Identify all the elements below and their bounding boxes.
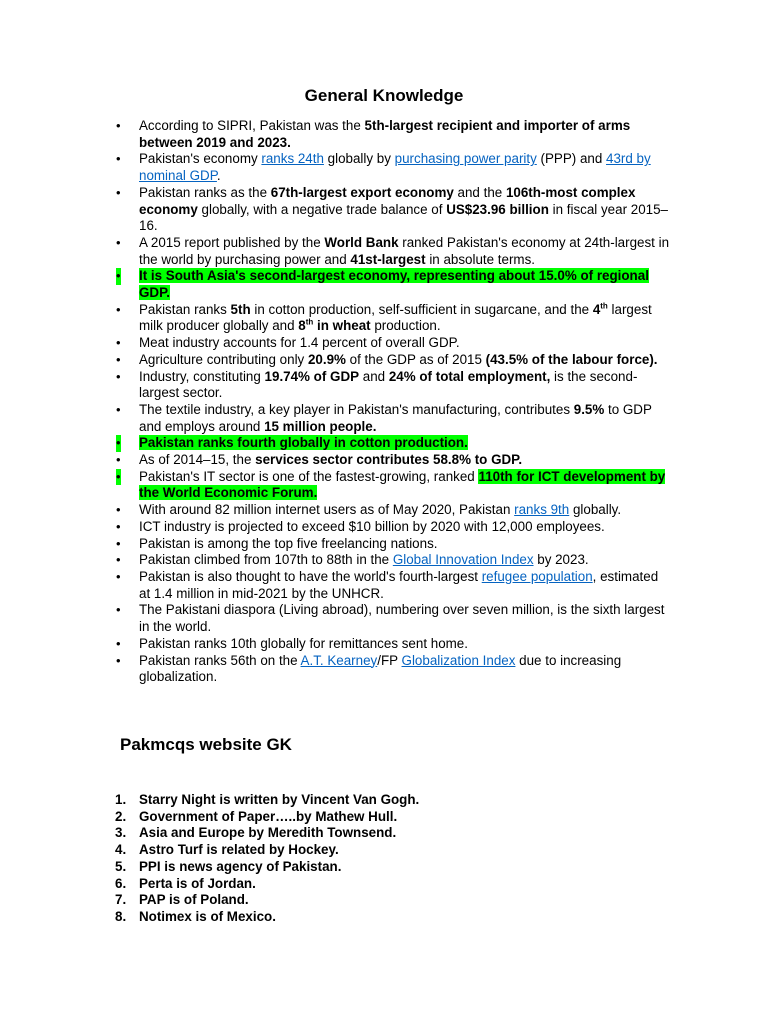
- text-run: With around 82 million internet users as of May 2020, Pakistan: [139, 502, 515, 518]
- bullet-marker: •: [116, 602, 121, 618]
- item-number: 4.: [115, 842, 127, 858]
- list-item: [116, 184, 671, 235]
- list-item: [116, 351, 671, 369]
- bullet-marker: •: [116, 351, 121, 367]
- list-item: [116, 335, 671, 352]
- list-item: [116, 602, 671, 635]
- inline-link[interactable]: refugee population: [481, 568, 593, 584]
- item-number: 5.: [115, 858, 127, 874]
- text-run: and: [359, 368, 389, 384]
- numbered-list: [0, 792, 768, 926]
- numbered-item: [115, 808, 768, 826]
- text-run: A 2015 report published by the: [139, 234, 325, 250]
- text-run: services sector contributes 58.8% to GDP.: [255, 452, 523, 468]
- item-number: 2.: [115, 808, 127, 824]
- list-item-text: [139, 302, 652, 334]
- list-item: [116, 535, 671, 553]
- bullet-marker: •: [116, 335, 121, 351]
- list-item-text: [139, 402, 652, 434]
- page-title: General Knowledge: [304, 86, 464, 105]
- text-run: As of 2014–15, the: [139, 452, 256, 468]
- list-item-text: [139, 335, 460, 350]
- list-item: [116, 435, 671, 452]
- list-item-text: [139, 185, 668, 233]
- text-run: Pakistan ranks as the: [139, 184, 271, 200]
- bullet-marker: •: [116, 568, 121, 584]
- text-run: 24% of total employment,: [388, 368, 551, 384]
- list-item-text: [139, 519, 605, 534]
- section-heading: Pakmcqs website GK: [120, 735, 292, 754]
- text-run: Pakistan's economy: [139, 151, 262, 167]
- list-item-text: [139, 268, 649, 300]
- text-run: in wheat: [313, 318, 371, 334]
- list-item-text: [139, 435, 468, 450]
- text-run: Industry, constituting: [139, 368, 265, 384]
- text-run: Pakistan ranks 10th globally for remittances sent home.: [139, 635, 468, 651]
- list-item: [116, 635, 671, 653]
- list-item-text: [139, 151, 651, 183]
- text-run: globally by: [323, 151, 395, 167]
- numbered-item: [115, 858, 768, 876]
- text-run: 8: [298, 318, 306, 334]
- list-item-text: [139, 452, 522, 467]
- text-run: US$23.96 billion: [446, 201, 549, 217]
- text-run: Agriculture contributing only: [139, 351, 308, 367]
- text-run: Pakistan is also thought to have the world's fourth-largest: [139, 568, 482, 584]
- text-run: .: [216, 168, 221, 184]
- item-text: Government of Paper…..by Mathew Hull.: [139, 808, 398, 824]
- text-run: 19.74% of GDP: [264, 368, 360, 384]
- text-run: in cotton production, self-sufficient in sugarcane, and the: [250, 301, 593, 317]
- item-number: 3.: [115, 825, 127, 841]
- text-run: It is South Asia's second-largest economy, representing about 15.0% of regional GDP.: [139, 268, 649, 301]
- bullet-marker: •: [116, 268, 121, 284]
- list-item-text: [139, 636, 468, 651]
- item-text: Asia and Europe by Meredith Townsend.: [139, 825, 397, 841]
- text-run: According to SIPRI, Pakistan was the: [139, 118, 365, 133]
- bullet-marker: •: [116, 151, 121, 167]
- text-run: th: [600, 301, 608, 311]
- list-item: [116, 652, 671, 686]
- text-run: of the GDP as of 2015: [345, 351, 486, 367]
- list-item: [116, 502, 671, 519]
- bullet-marker: •: [116, 518, 121, 534]
- text-run: 5th-largest recipient and importer of arms between 2019 and 2023.: [139, 118, 631, 150]
- list-item: [116, 234, 671, 268]
- text-run: th: [305, 317, 314, 327]
- text-run: 106th-most complex economy: [139, 184, 636, 217]
- text-run: 20.9%: [307, 351, 346, 367]
- list-item: [116, 552, 671, 569]
- text-run: is the second-largest sector.: [139, 368, 638, 401]
- list-item: [116, 518, 671, 536]
- list-item-text: [139, 502, 621, 517]
- numbered-item: [115, 875, 768, 893]
- inline-link[interactable]: purchasing power parity: [394, 151, 537, 167]
- text-run: Pakistan climbed from 107th to 88th in the: [139, 552, 393, 568]
- text-run: 15 million people.: [264, 418, 377, 434]
- bullet-marker: •: [116, 234, 121, 250]
- text-run: 9.5%: [573, 401, 605, 417]
- item-number: 6.: [115, 875, 127, 891]
- text-run: due to increasing globalization.: [139, 652, 622, 685]
- bullet-marker: •: [116, 401, 121, 417]
- list-item-text: [139, 469, 665, 501]
- list-item: [116, 151, 671, 184]
- text-run: ranked Pakistan's economy at 24th-largest in the world by purchasing power and: [139, 234, 670, 267]
- list-item: [116, 268, 671, 301]
- item-text: Starry Night is written by Vincent Van Gogh.: [139, 792, 420, 807]
- text-run: Pakistan ranks: [139, 301, 231, 317]
- list-item: [116, 118, 671, 151]
- bullet-marker: •: [116, 635, 121, 651]
- bullet-marker: •: [116, 452, 121, 468]
- text-run: globally, with a negative trade balance of: [197, 201, 447, 217]
- inline-link[interactable]: Global Innovation Index: [392, 552, 534, 568]
- text-run: by 2023.: [533, 552, 589, 568]
- text-run: 110th for ICT development by the World Economic Forum.: [139, 468, 666, 501]
- bullet-marker: •: [116, 301, 121, 317]
- bullet-marker: •: [116, 502, 121, 518]
- item-text: Notimex is of Mexico.: [139, 908, 276, 924]
- text-run: The textile industry, a key player in Pakistan's manufacturing, contributes: [139, 401, 574, 417]
- list-item-text: [139, 602, 664, 634]
- item-text: Astro Turf is related by Hockey.: [139, 842, 339, 858]
- text-run: 4: [592, 301, 601, 317]
- list-item: [116, 468, 671, 502]
- numbered-item: [115, 892, 768, 909]
- list-item: [116, 452, 671, 469]
- text-run: to GDP and employs around: [139, 401, 652, 434]
- inline-link[interactable]: ranks 9th: [514, 502, 570, 518]
- gk-bullet-list: [0, 118, 768, 686]
- text-run: Pakistan ranks fourth globally in cotton production.: [139, 435, 468, 451]
- item-number: 8.: [115, 908, 127, 924]
- list-item-text: [139, 235, 669, 267]
- bullet-marker: •: [116, 552, 121, 568]
- list-item-text: [139, 369, 637, 401]
- inline-link[interactable]: 43rd by nominal GDP: [139, 151, 651, 184]
- text-run: in fiscal year 2015–16.: [139, 201, 668, 234]
- numbered-item: [115, 825, 768, 842]
- text-run: 41st-largest: [350, 251, 426, 267]
- bullet-marker: •: [116, 652, 121, 668]
- text-run: 5th: [230, 301, 251, 317]
- list-item-text: [139, 118, 630, 150]
- text-run: /FP: [377, 652, 402, 668]
- list-item: [116, 301, 671, 335]
- bullet-marker: •: [116, 535, 121, 551]
- list-item: [116, 368, 671, 402]
- text-run: ICT industry is projected to exceed $10 billion by 2020 with 12,000 employees.: [139, 518, 605, 534]
- bullet-marker: •: [116, 468, 121, 484]
- text-run: in absolute terms.: [425, 251, 536, 267]
- inline-link[interactable]: Globalization Index: [401, 652, 516, 668]
- numbered-item: [115, 842, 768, 859]
- text-run: (43.5% of the labour force).: [485, 351, 658, 367]
- list-item-text: [139, 653, 621, 685]
- text-run: The Pakistani diaspora (Living abroad), numbering over seven million, is the sixth largest in the world.: [139, 602, 665, 635]
- list-item-text: [139, 569, 658, 601]
- text-run: Pakistan ranks 56th on the: [139, 652, 301, 668]
- bullet-marker: •: [116, 435, 121, 451]
- item-number: 7.: [115, 892, 127, 908]
- list-item: [116, 401, 671, 435]
- text-run: and the: [453, 184, 506, 200]
- item-text: Perta is of Jordan.: [139, 875, 256, 891]
- text-run: (PPP) and: [536, 151, 607, 167]
- numbered-item: [115, 908, 768, 926]
- bullet-marker: •: [116, 368, 121, 384]
- numbered-item: [115, 792, 768, 809]
- list-item-text: [139, 536, 438, 551]
- list-item-text: [139, 552, 589, 567]
- list-item-text: [139, 352, 658, 367]
- item-text: PPI is news agency of Pakistan.: [139, 858, 342, 874]
- bullet-marker: •: [116, 118, 121, 133]
- text-run: Meat industry accounts for 1.4 percent of overall GDP.: [139, 335, 460, 351]
- text-run: Pakistan is among the top five freelancing nations.: [139, 535, 438, 551]
- text-run: production.: [370, 318, 441, 334]
- text-run: World Bank: [324, 234, 399, 250]
- text-run: , estimated at 1.4 million in mid-2021 by the UNHCR.: [139, 568, 659, 601]
- item-number: 1.: [115, 792, 127, 807]
- text-run: 67th-largest export economy: [270, 184, 454, 200]
- text-run: globally.: [569, 502, 622, 518]
- list-item: [116, 568, 671, 602]
- inline-link[interactable]: A.T. Kearney: [300, 652, 378, 668]
- text-run: largest milk producer globally and: [139, 301, 652, 334]
- text-run: Pakistan's IT sector is one of the fastest-growing, ranked: [139, 468, 479, 484]
- bullet-marker: •: [116, 184, 121, 200]
- inline-link[interactable]: ranks 24th: [261, 151, 324, 167]
- item-text: PAP is of Poland.: [139, 892, 249, 908]
